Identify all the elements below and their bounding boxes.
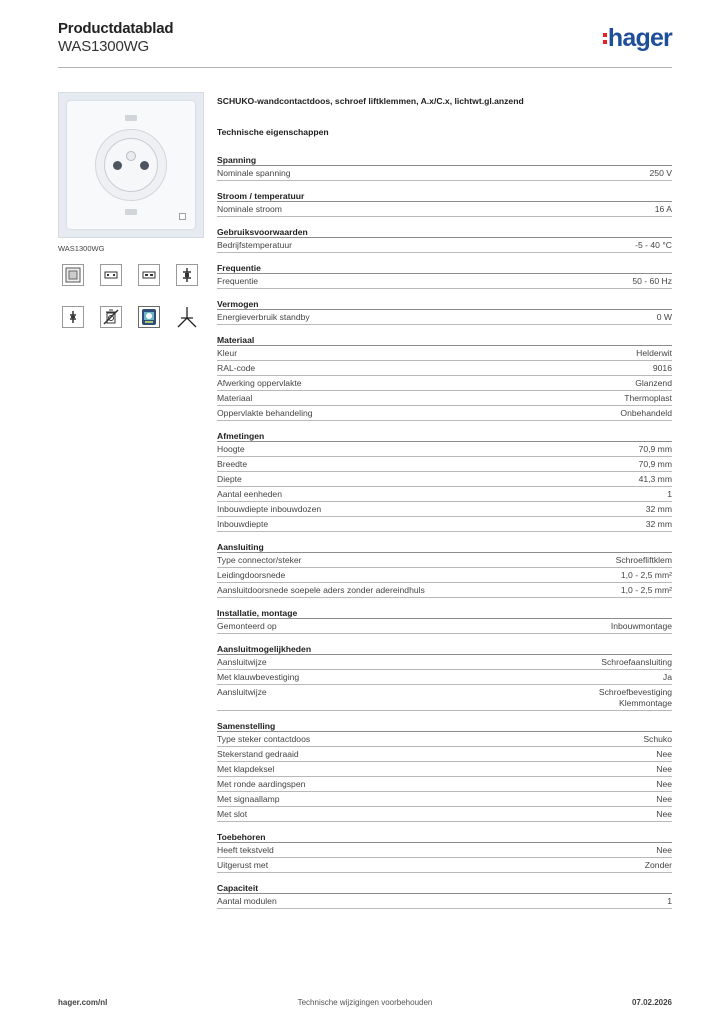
socket-cavity bbox=[104, 138, 158, 192]
spec-group bbox=[217, 832, 672, 873]
spec-value: Schuko bbox=[643, 734, 672, 744]
spec-value: Schroefaansluiting bbox=[601, 657, 672, 667]
footer-website-link[interactable]: hager.com/nl bbox=[58, 998, 108, 1007]
spec-label: Met ronde aardingspen bbox=[217, 779, 306, 789]
earth-clip-bottom bbox=[125, 209, 137, 215]
spec-group bbox=[217, 721, 672, 822]
tech-properties-title: Technische eigenschappen bbox=[217, 127, 329, 137]
hager-logo bbox=[603, 24, 672, 53]
spec-label: Aansluitwijze bbox=[217, 687, 267, 697]
ground-symbol-icon bbox=[176, 306, 198, 328]
spec-value: 9016 bbox=[652, 363, 672, 373]
spec-label: Inbouwdiepte bbox=[217, 519, 269, 529]
spec-label: Leidingdoorsnede bbox=[217, 570, 286, 580]
page-header bbox=[58, 20, 672, 68]
spec-label: Materiaal bbox=[217, 393, 253, 403]
spec-label: Energieverbruik standby bbox=[217, 312, 310, 322]
spec-label: Stekerstand gedraaid bbox=[217, 749, 299, 759]
spec-value: Helderwit bbox=[636, 348, 672, 358]
spec-label: Heeft tekstveld bbox=[217, 845, 274, 855]
spec-row bbox=[217, 202, 672, 217]
logo-text: hager bbox=[607, 24, 672, 52]
spec-value: 1 bbox=[667, 896, 672, 906]
earth-clip-top bbox=[125, 115, 137, 121]
spec-row bbox=[217, 894, 672, 909]
spec-label: Nominale stroom bbox=[217, 204, 282, 214]
spec-value: Schroefbevestiging Klemmontage bbox=[598, 687, 672, 708]
spec-group-title: Stroom / temperatuur bbox=[217, 191, 672, 202]
spec-group bbox=[217, 227, 672, 253]
spec-label: Gemonteerd op bbox=[217, 621, 277, 631]
spec-row bbox=[217, 166, 672, 181]
spec-label: Afwerking oppervlakte bbox=[217, 378, 302, 388]
spec-row bbox=[217, 762, 672, 777]
spec-value: 1,0 - 2,5 mm² bbox=[620, 585, 672, 595]
spec-row bbox=[217, 517, 672, 532]
product-code: WAS1300WG bbox=[58, 38, 150, 55]
spec-row bbox=[217, 685, 672, 711]
logo-dots-icon bbox=[603, 33, 607, 47]
spec-row bbox=[217, 777, 672, 792]
spec-group-title: Samenstelling bbox=[217, 721, 672, 732]
spec-row bbox=[217, 583, 672, 598]
product-image bbox=[58, 92, 204, 238]
spec-row bbox=[217, 747, 672, 762]
spec-value: 0 W bbox=[656, 312, 672, 322]
spec-label: RAL-code bbox=[217, 363, 256, 373]
spec-label: Aantal eenheden bbox=[217, 489, 282, 499]
spec-group-title: Frequentie bbox=[217, 263, 672, 274]
corner-mark-icon bbox=[179, 213, 186, 220]
spec-row bbox=[217, 502, 672, 517]
spec-value: 250 V bbox=[649, 168, 672, 178]
spec-value: Inbouwmontage bbox=[610, 621, 672, 631]
spec-row bbox=[217, 310, 672, 325]
spec-group-title: Gebruiksvoorwaarden bbox=[217, 227, 672, 238]
spec-row bbox=[217, 670, 672, 685]
spec-group bbox=[217, 608, 672, 634]
spec-label: Nominale spanning bbox=[217, 168, 291, 178]
spec-label: Diepte bbox=[217, 474, 242, 484]
spec-group-title: Materiaal bbox=[217, 335, 672, 346]
image-caption: WAS1300WG bbox=[58, 244, 105, 253]
spec-value: 32 mm bbox=[645, 504, 672, 514]
spec-group-title: Vermogen bbox=[217, 299, 672, 310]
header-divider bbox=[58, 67, 672, 68]
spec-group-title: Afmetingen bbox=[217, 431, 672, 442]
spec-group bbox=[217, 191, 672, 217]
connector-icon bbox=[100, 264, 122, 286]
spec-row bbox=[217, 391, 672, 406]
spec-label: Kleur bbox=[217, 348, 238, 358]
spec-value: Nee bbox=[656, 749, 672, 759]
spec-row bbox=[217, 568, 672, 583]
spec-row bbox=[217, 361, 672, 376]
spec-value: 32 mm bbox=[645, 519, 672, 529]
spec-group-title: Installatie, montage bbox=[217, 608, 672, 619]
product-description: SCHUKO-wandcontactdoos, schroef liftklemmen, A.x/C.x, lichtwt.gl.anzend bbox=[217, 96, 524, 106]
spec-label: Aansluitwijze bbox=[217, 657, 267, 667]
spec-value: 1 bbox=[667, 489, 672, 499]
spec-label: Aansluitdoorsnede soepele aders zonder adereindhuls bbox=[217, 585, 425, 595]
spec-group-title: Capaciteit bbox=[217, 883, 672, 894]
spec-label: Met klauwbevestiging bbox=[217, 672, 300, 682]
spec-value: Onbehandeld bbox=[620, 408, 672, 418]
spec-row bbox=[217, 406, 672, 421]
spec-row bbox=[217, 792, 672, 807]
spec-row bbox=[217, 807, 672, 822]
spec-row bbox=[217, 858, 672, 873]
spec-row bbox=[217, 487, 672, 502]
footer-date: 07.02.2026 bbox=[631, 998, 672, 1007]
spec-row bbox=[217, 655, 672, 670]
spec-group bbox=[217, 155, 672, 181]
spec-value: 70,9 mm bbox=[638, 459, 672, 469]
socket-ring bbox=[95, 129, 167, 201]
spec-value: Ja bbox=[662, 672, 672, 682]
spec-value: 50 - 60 Hz bbox=[632, 276, 672, 286]
spec-value: Thermoplast bbox=[624, 393, 672, 403]
spec-value: Nee bbox=[656, 794, 672, 804]
spec-label: Met slot bbox=[217, 809, 248, 819]
spec-value: Nee bbox=[656, 845, 672, 855]
spec-row bbox=[217, 732, 672, 747]
center-screw-icon bbox=[126, 151, 136, 161]
spec-value: 1,0 - 2,5 mm² bbox=[620, 570, 672, 580]
certification-badge-icon bbox=[138, 306, 160, 328]
spec-value: Schroefliftklem bbox=[615, 555, 672, 565]
spec-label: Bedrijfstemperatuur bbox=[217, 240, 292, 250]
spec-groups bbox=[217, 155, 672, 909]
terminal-icon bbox=[62, 306, 84, 328]
spec-label: Breedte bbox=[217, 459, 248, 469]
spec-row bbox=[217, 843, 672, 858]
spec-group bbox=[217, 335, 672, 421]
spec-group bbox=[217, 644, 672, 711]
spec-group bbox=[217, 263, 672, 289]
spec-value: 41,3 mm bbox=[638, 474, 672, 484]
pin-hole-right bbox=[140, 161, 149, 170]
spec-label: Oppervlakte behandeling bbox=[217, 408, 313, 418]
spec-label: Frequentie bbox=[217, 276, 259, 286]
spec-value: Nee bbox=[656, 764, 672, 774]
spec-value: 70,9 mm bbox=[638, 444, 672, 454]
spec-group-title: Toebehoren bbox=[217, 832, 672, 843]
pin-hole-left bbox=[113, 161, 122, 170]
spec-group bbox=[217, 299, 672, 325]
spec-row bbox=[217, 376, 672, 391]
socket-front-icon bbox=[62, 264, 84, 286]
spec-value: Nee bbox=[656, 779, 672, 789]
spec-row bbox=[217, 619, 672, 634]
spec-group bbox=[217, 542, 672, 598]
spec-label: Uitgerust met bbox=[217, 860, 269, 870]
spec-label: Inbouwdiepte inbouwdozen bbox=[217, 504, 322, 514]
cover-plate bbox=[67, 101, 195, 229]
spec-panel bbox=[217, 96, 672, 909]
spec-label: Type connector/steker bbox=[217, 555, 302, 565]
spec-label: Type steker contactdoos bbox=[217, 734, 311, 744]
spec-group-title: Aansluitmogelijkheden bbox=[217, 644, 672, 655]
spec-value: -5 - 40 °C bbox=[635, 240, 672, 250]
spec-row bbox=[217, 274, 672, 289]
spec-row bbox=[217, 238, 672, 253]
spec-row bbox=[217, 457, 672, 472]
spec-row bbox=[217, 472, 672, 487]
spec-label: Met klapdeksel bbox=[217, 764, 275, 774]
document-title: Productdatablad bbox=[58, 20, 174, 37]
spec-group bbox=[217, 431, 672, 532]
no-bin-icon bbox=[100, 306, 122, 328]
spec-value: Nee bbox=[656, 809, 672, 819]
spec-label: Aantal modulen bbox=[217, 896, 277, 906]
spec-group-title: Aansluiting bbox=[217, 542, 672, 553]
spec-row bbox=[217, 442, 672, 457]
connector-screw-icon bbox=[138, 264, 160, 286]
footer-disclaimer: Technische wijzigingen voorbehouden bbox=[297, 998, 433, 1007]
spec-value: Zonder bbox=[644, 860, 672, 870]
spec-row bbox=[217, 346, 672, 361]
spec-label: Hoogte bbox=[217, 444, 245, 454]
spec-group bbox=[217, 883, 672, 909]
spec-value: 16 A bbox=[654, 204, 672, 214]
spec-row bbox=[217, 553, 672, 568]
spec-label: Met signaallamp bbox=[217, 794, 280, 804]
spec-value: Glanzend bbox=[635, 378, 672, 388]
plug-in-icon bbox=[176, 264, 198, 286]
spec-group-title: Spanning bbox=[217, 155, 672, 166]
